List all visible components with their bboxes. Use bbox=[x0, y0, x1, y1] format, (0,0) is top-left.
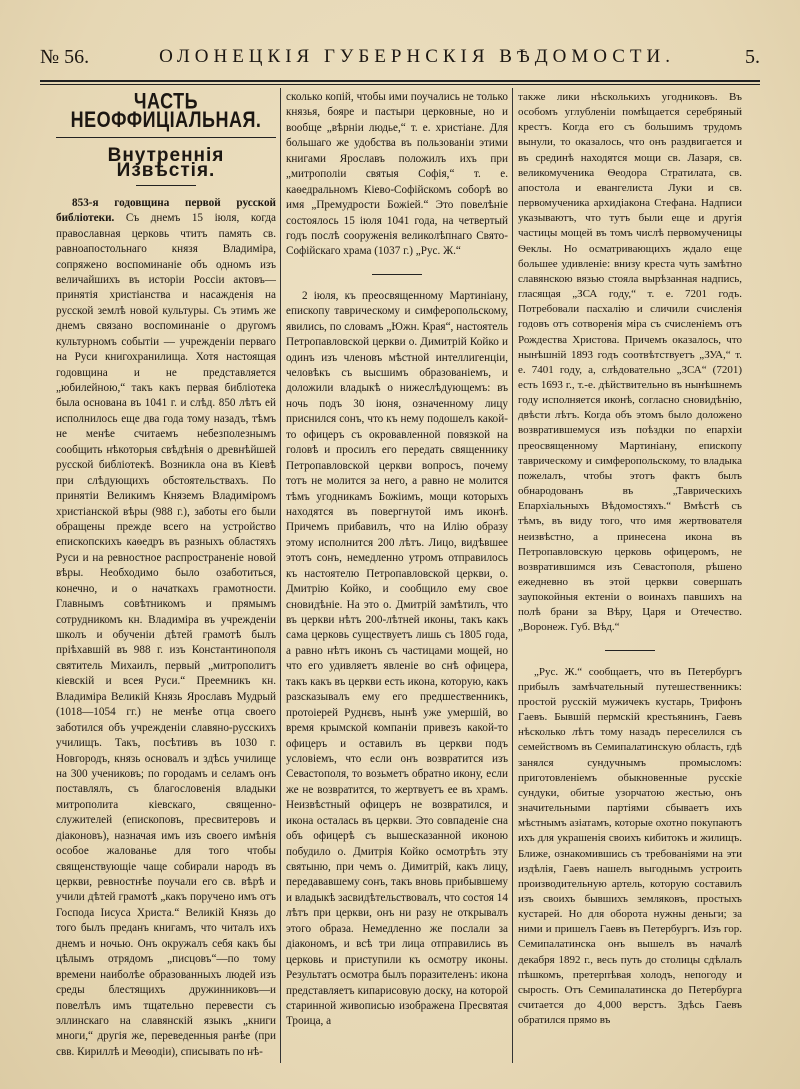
column-1 bbox=[56, 90, 276, 1060]
header-rule bbox=[40, 80, 760, 82]
article-paragraph: сколько копій, чтобы ими поучались не только князья, бояре и пастыри церковные, но и вообще „вѣрніи людье,“ т. е. христіане. Для большаго же удобства въ пользованіи этими книгами Ярославъ положилъ ихъ при „митрополіи святыя Софія,“ т. е. каѳедральномъ Кіево-Софійскомъ соборѣ во имя „Премудрости Божіей.“ Это повелѣніе состоялось 15 іюля 1041 года, на четвертый годъ послѣ сооруженія великолѣпнаго Свято-Софійскаго храма (1037 г.) „Рус. Ж.“ bbox=[286, 91, 508, 258]
short-rule bbox=[136, 185, 196, 186]
page-header bbox=[40, 40, 760, 74]
issue-number: № 56. bbox=[40, 45, 90, 68]
section-title: ЧАСТЬ НЕОФФИЦІАЛЬНАЯ. bbox=[70, 88, 262, 133]
column-divider bbox=[280, 88, 281, 1063]
article-paragraph: также лики нѣсколькихъ угодниковъ. Въ особомъ углубленіи помѣщается серебряный крестъ. Когда его съ большимъ трудомъ вынули, то оказалось, что онъ раздвигается и въ срединѣ находятся мощи св. Лазаря, св. великомученика Ѳеодора Стратилата, св. апостола и евангелиста Луки и св. первомученика архидіакона Стефана. Надписи указываютъ, что тутъ были еще и другія частицы мощей въ томъ числѣ первомученицы Ѳеклы. Но осматривающихъ ждало еще большее удивленіе: внизу креста чуть замѣтно славянскою вязью стояла вырѣзанная надпись, гласящая „ЗСА году,“ т. е. 7201 годъ. Потребовали пасхалію и сличили счисленія годовъ отъ сотворенія міра съ счисленіемъ отъ Рождества Христова. Причемъ оказалось, что нынѣшній 1893 годъ соотвѣтствуетъ „ЗУА,“ т. е. 7401 году, а, слѣдовательно „ЗСА“ (7201) есть 1693 г., т.-е. дѣйствительно въ нынѣшнемъ году исполняется иконѣ, согласно сновидѣнію, двѣсти лѣтъ. Когда объ этомъ было доложено возвратившемуся изъ поѣздки по епархіи преосвященному Мартиніану, епископу таврическому и симферопольскому, то владыка пожелалъ, чтобы этотъ фактъ былъ обнародованъ въ „Таврическихъ Епархіальныхъ Вѣдомостяхъ.“ Вмѣстѣ съ тѣмъ, въ виду того, что имя жертвователя неизвѣстно, а принесена икона въ Петропавловскую церковь офицеромъ, не возвратившимся изъ Севастополя, рѣшено ежедневно въ этой церкви совершать заупокойныя ектеніи о воинахъ павшихъ на полѣ брани за Вѣру, Царя и Отечество. „Воронеж. Губ. Вѣд.“ bbox=[518, 91, 742, 634]
page-number: 5. bbox=[744, 45, 760, 68]
article-paragraph: 2 іюля, къ преосвященному Мартиніану, епископу таврическому и симферопольскому, явились, по словамъ „Южн. Края“, настоятель Петропавловской церкви о. Димитрій Койко и одинъ изъ членовъ мѣстной интеллигенціи, человѣкъ съ высшимъ образованіемъ, и доложили владыкѣ о нижеслѣдующемъ: въ ночь подъ 30 іюня, означенному лицу приснился сонъ, что къ нему подошелъ какой-то офицеръ съ окровавленной повязкой на головѣ и просилъ его передать священнику Петропавловской церкви вопросъ, почему тотъ не молится за него, а равно не молится тѣмъ угодникамъ Божіимъ, мощи которыхъ находятся въ повергнутой имъ иконѣ. Причемъ прибавилъ, что на Илію образу этому исполнится 200 лѣтъ. Лицо, видѣвшее этотъ сонъ, немедленно утромъ отправилось къ настоятелю Петропавловской церкви, о. Дмитрію Койко, и сообщило ему свое сновидѣніе. На это о. Дмитрій замѣтилъ, что въ церкви нѣтъ 200-лѣтней иконы, такъ какъ сама церковь существуетъ лишь съ 1805 года, а равно нѣтъ иконъ съ частицами мощей, но что его удивляетъ явленіе во снѣ офицера, такъ какъ въ церкви есть икона, которую, какъ разсказывалъ ему его предшественникъ, протоіерей Руднєвъ, нынѣ уже умершій, во время крымской компаніи привезъ какой-то офицеръ и оставилъ въ церкви подъ условіемъ, что если онъ возвратится изъ Севастополя, то возьметъ обратно икону, если же не возвратится, то жертвуетъ ее въ храмъ. Неизвѣстный офицеръ не возвратился, и икона осталась въ церкви. Это совпаденіе сна объ офицерѣ съ вышесказанной иконою побудило о. Дмитрія Койко осмотрѣть эту святыню, при чемъ о. Димитрій, какъ лицу, передававшему сонъ, такъ вновь прибывшему и владыкѣ засвидѣтельствовалъ, что состоя 14 лѣтъ при церкви, онъ ни разу не открывалъ этого образа. Немедленно же послали за діакономъ, и всѣ три лица отправились въ церковь и приступили къ осмотру иконы. Результатъ осмотра былъ поразителенъ: икона представляетъ кипарисовую доску, на которой старинной живописью изображена Пресвятая Троица, а bbox=[286, 289, 508, 1028]
column-2 bbox=[286, 90, 508, 1030]
header-rule-thin bbox=[40, 84, 760, 85]
column-divider bbox=[512, 88, 513, 1063]
short-rule bbox=[372, 274, 422, 275]
section-rule bbox=[56, 137, 276, 138]
article-paragraph: „Рус. Ж.“ сообщаетъ, что въ Петербургъ прибылъ замѣчательный путешественникъ: простой русскій мужичекъ кустарь, Трифонъ Гаевъ. Бывшій пермскій крестьянинъ, Гаевъ нѣсколько лѣтъ тому назадъ переселился съ семействомъ въ Семипалатинскую область, гдѣ занялся сундучнымъ промысломъ: приготовленіемъ обыкновенные русскіе сундуки, обитые узорчатою жестью, онъ значительными партіями сбываетъ ихъ мѣстнымъ азіатамъ, которые охотно покупаютъ ихъ для украшенія своихъ кибитокъ и жилищъ. Ближе, ознакомившись съ требованіями на эти издѣлія, Гаевъ нашелъ выгоднымъ устроить производительную артель, которую составилъ изъ своихъ бывшихъ земляковъ, простыхъ кустарей. Но для оборота нужны деньги; за ними и пришелъ Гаевъ въ Петербургъ. Изъ гор. Семипалатинска онъ вышелъ въ началѣ декабря 1892 г., весь путь до столицы сдѣлалъ пѣшкомъ, претерпѣвая холодъ, непогоду и сырость. Отъ Семипалатинска до Петербурга считается до 4,000 верстъ. Здѣсь Гаевъ обратился прямо въ bbox=[518, 665, 742, 1027]
article-text: Съ днемъ 15 іюля, когда православная церковь чтитъ память св. равноапостольнаго князя Владиміра, сопряжено воспоминаніе объ одномъ изъ величайшихъ въ исторіи Россіи актовъ—принятія христіанства и насажденія на русской землѣ новой культуры. Съ этимъ же днемъ связано воспоминаніе о другомъ культурномъ событіи — учрежденіи перваго на Руси книгохранилища. Хотя настоящая годовщина и не представляется „юбилейною,“ такъ какъ первая библіотека была основана въ 1041 г. и слѣд. 850 лѣтъ ей исполнилось еще два года тому назадъ, тѣмъ не менѣе считаемъ небезполезнымъ сообщить нѣкоторыя свѣдѣнія о древнѣйшей русской библіотекѣ. Возникла она въ Кіевѣ при слѣдующихъ обстоятельствахъ. По принятіи Великимъ Княземъ Владиміромъ христіанской вѣры (988 г.), заботы его были обращены прежде всего на устройство епископскихъ каѳедръ въ разныхъ областяхъ Руси и на ревностное распространеніе новой вѣры. Необходимо было озаботиться, конечно, и о начаткахъ грамотности. Главнымъ совѣтникомъ и прямымъ сотрудникомъ кн. Владиміра въ учрежденіи школъ и обученіи дѣтей грамотѣ былъ пріѣхавшій въ 988 г. изъ Константинополя святитель Михаилъ, первый „митрополитъ кіевскій и всея Руси.“ Преемникъ кн. Владиміра Великій Князь Ярославъ Мудрый (1018—1054 гг.) не менѣе отца своего заботился объ учрежденіи славяно-русскихъ училищъ. Такъ, посѣтивъ въ 1030 г. Новгородъ, князь основалъ и здѣсь училище на 300 учениковъ; по городамъ и селамъ онъ поставлялъ, съ благословенія владыки митрополита кіевскаго, священно-служителей (епископовъ, пресвитеровъ и діаконовъ), назначая имъ изъ своего имѣнія особое жалованье для того чтобы священствующіе чаще собирали народъ въ церкви, ревностнѣе поучали его св. вѣрѣ и учили дѣтей грамотѣ „какъ поручено имъ отъ Господа Іисуса Христа.“ Великій Князь до того былъ преданъ книгамъ, что читалъ ихъ днемъ и ночью. Онъ окружалъ себя какъ бы цѣлымъ отрядомъ „писцовъ“—по тому времени наиболѣе образованныхъ людей изъ среды блестящихъ дружинниковъ—и повелѣлъ имъ тщательно перевести съ эллинскаго на славянскій языкъ „книги многи,“ другія же, переведенныя ранѣе (при свв. Кириллѣ и Меѳодіи), списывать по нѣ- bbox=[56, 212, 277, 1058]
article-paragraph bbox=[56, 196, 276, 1061]
column-3 bbox=[518, 90, 742, 1028]
subsection-heading: Внутреннія Извѣстія. bbox=[107, 144, 225, 182]
article-lead: 853-я годовщина первой русской библіотеки. bbox=[56, 196, 276, 225]
short-rule bbox=[605, 650, 655, 651]
newspaper-title: ОЛОНЕЦКІЯ ГУБЕРНСКІЯ ВѢДОМОСТИ. bbox=[159, 46, 675, 67]
